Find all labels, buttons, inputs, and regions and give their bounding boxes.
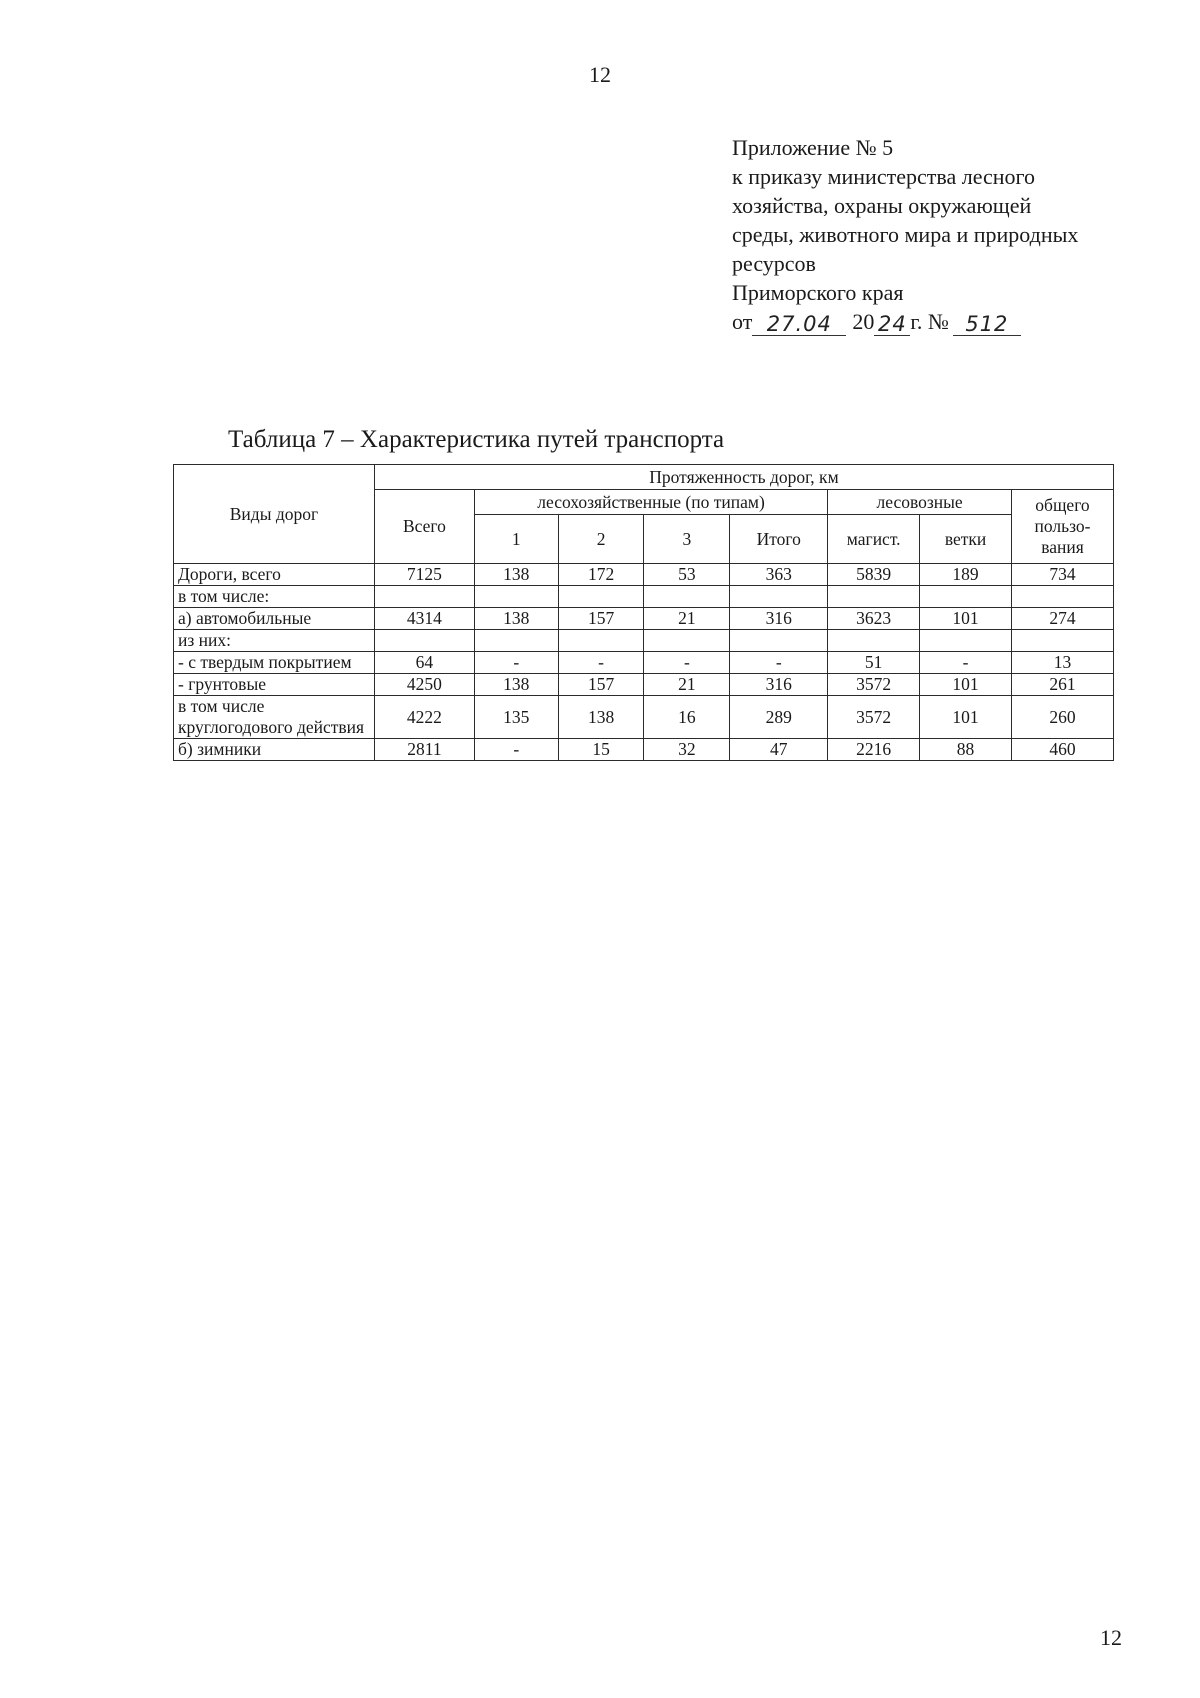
header-row xyxy=(174,465,1114,490)
cell xyxy=(730,630,828,652)
cell: 260 xyxy=(1011,696,1113,739)
cell xyxy=(730,586,828,608)
row-label: б) зимники xyxy=(174,739,375,761)
header-forestry: лесохозяйственные (по типам) xyxy=(474,490,827,515)
cell: 15 xyxy=(558,739,644,761)
cell: 4250 xyxy=(374,674,474,696)
cell xyxy=(920,586,1012,608)
page-number-bottom: 12 xyxy=(1100,1625,1122,1650)
header-length: Протяженность дорог, км xyxy=(374,465,1113,490)
cell: 289 xyxy=(730,696,828,739)
cell: 101 xyxy=(920,696,1012,739)
cell: 138 xyxy=(474,674,558,696)
cell: 4222 xyxy=(374,696,474,739)
appendix-block xyxy=(732,133,1152,336)
cell: - xyxy=(644,652,730,674)
header-total: Всего xyxy=(374,490,474,564)
cell: 5839 xyxy=(828,564,920,586)
header-logging: лесовозные xyxy=(828,490,1012,515)
cell xyxy=(374,586,474,608)
cell xyxy=(1011,630,1113,652)
cell: 316 xyxy=(730,608,828,630)
header-branches: ветки xyxy=(920,515,1012,564)
cell: 157 xyxy=(558,674,644,696)
cell: - xyxy=(920,652,1012,674)
table-row xyxy=(174,564,1114,586)
cell xyxy=(474,630,558,652)
cell: 138 xyxy=(474,608,558,630)
cell: 47 xyxy=(730,739,828,761)
cell: 51 xyxy=(828,652,920,674)
cell: 13 xyxy=(1011,652,1113,674)
cell: 2811 xyxy=(374,739,474,761)
appendix-line: среды, животного мира и природных xyxy=(732,222,1079,247)
row-label: - с твердым покрытием xyxy=(174,652,375,674)
cell: 21 xyxy=(644,608,730,630)
cell: 316 xyxy=(730,674,828,696)
cell: 88 xyxy=(920,739,1012,761)
table-title: Таблица 7 – Характеристика путей транспорта xyxy=(228,426,725,453)
row-label: в том числе круглогодового действия xyxy=(174,696,375,739)
cell: 2216 xyxy=(828,739,920,761)
appendix-line: хозяйства, охраны окружающей xyxy=(732,193,1032,218)
cell xyxy=(558,586,644,608)
table-row xyxy=(174,652,1114,674)
row-label: из них: xyxy=(174,630,375,652)
page-number-top: 12 xyxy=(589,62,611,87)
cell xyxy=(828,630,920,652)
row-label: Дороги, всего xyxy=(174,564,375,586)
cell: 138 xyxy=(558,696,644,739)
row-label: а) автомобильные xyxy=(174,608,375,630)
table-row xyxy=(174,586,1114,608)
cell: 16 xyxy=(644,696,730,739)
cell: 261 xyxy=(1011,674,1113,696)
header-type-2: 2 xyxy=(558,515,644,564)
cell: 138 xyxy=(474,564,558,586)
from-prefix: от xyxy=(732,309,753,334)
cell: 32 xyxy=(644,739,730,761)
cell xyxy=(374,630,474,652)
header-type-3: 3 xyxy=(644,515,730,564)
cell: 3623 xyxy=(828,608,920,630)
cell: 53 xyxy=(644,564,730,586)
handwritten-order-number: 512 xyxy=(953,313,1021,336)
cell: 135 xyxy=(474,696,558,739)
table-row xyxy=(174,674,1114,696)
appendix-line: ресурсов xyxy=(732,251,816,276)
appendix-line: Приложение № 5 xyxy=(732,135,894,160)
cell: 460 xyxy=(1011,739,1113,761)
order-date-line xyxy=(732,307,1152,336)
cell xyxy=(474,586,558,608)
header-main: магист. xyxy=(828,515,920,564)
handwritten-date: 27.04 xyxy=(752,313,846,336)
cell: - xyxy=(474,739,558,761)
cell xyxy=(644,630,730,652)
cell: - xyxy=(474,652,558,674)
cell: 101 xyxy=(920,674,1012,696)
year-suffix: г. № xyxy=(910,309,949,334)
header-subtotal: Итого xyxy=(730,515,828,564)
cell xyxy=(1011,586,1113,608)
handwritten-year: 24 xyxy=(874,313,910,336)
cell xyxy=(558,630,644,652)
cell: 21 xyxy=(644,674,730,696)
table-row xyxy=(174,630,1114,652)
cell xyxy=(644,586,730,608)
table-row xyxy=(174,696,1114,739)
cell: 4314 xyxy=(374,608,474,630)
cell: 363 xyxy=(730,564,828,586)
cell: - xyxy=(730,652,828,674)
table-row xyxy=(174,608,1114,630)
row-label: - грунтовые xyxy=(174,674,375,696)
cell: 157 xyxy=(558,608,644,630)
cell: 274 xyxy=(1011,608,1113,630)
cell: 64 xyxy=(374,652,474,674)
header-public: общего пользо-вания xyxy=(1011,490,1113,564)
cell: 7125 xyxy=(374,564,474,586)
year-prefix: 20 xyxy=(852,309,875,334)
header-type-1: 1 xyxy=(474,515,558,564)
cell: - xyxy=(558,652,644,674)
cell: 3572 xyxy=(828,696,920,739)
table-row xyxy=(174,739,1114,761)
cell: 101 xyxy=(920,608,1012,630)
roads-table xyxy=(173,464,1114,761)
cell: 3572 xyxy=(828,674,920,696)
cell: 734 xyxy=(1011,564,1113,586)
cell: 172 xyxy=(558,564,644,586)
appendix-line: Приморского края xyxy=(732,280,904,305)
cell: 189 xyxy=(920,564,1012,586)
cell xyxy=(920,630,1012,652)
row-label: в том числе: xyxy=(174,586,375,608)
cell xyxy=(828,586,920,608)
appendix-line: к приказу министерства лесного xyxy=(732,164,1036,189)
header-road-types: Виды дорог xyxy=(174,465,375,564)
